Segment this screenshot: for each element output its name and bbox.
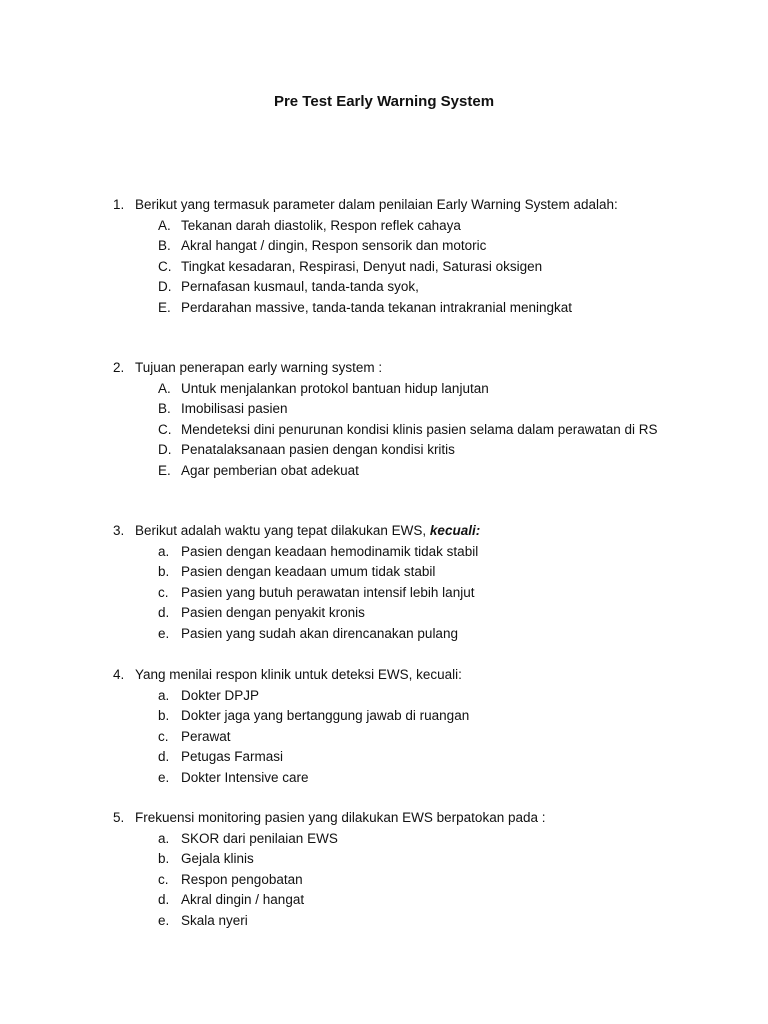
option-item: [113, 236, 618, 257]
option-item: [113, 890, 546, 911]
option-item: [113, 277, 618, 298]
question-stem: [113, 521, 480, 542]
option-item: [113, 542, 480, 563]
option-text: Untuk menjalankan protokol bantuan hidup lanjutan: [181, 380, 489, 396]
option-item: [113, 461, 658, 482]
option-text: Skala nyeri: [181, 912, 248, 928]
option-label: d.: [158, 749, 170, 765]
option-text: Pasien dengan keadaan hemodinamik tidak stabil: [181, 543, 479, 559]
option-item: [113, 747, 469, 768]
option-label: d.: [158, 892, 170, 908]
question-text: Tujuan penerapan early warning system :: [135, 360, 383, 375]
option-list: [113, 686, 469, 789]
option-text: Pasien dengan penyakit kronis: [181, 605, 365, 621]
question-4: [113, 665, 469, 789]
question-1: [113, 195, 618, 319]
option-label: a.: [158, 830, 170, 846]
option-item: [113, 870, 546, 891]
option-item: [113, 849, 546, 870]
page-title: Pre Test Early Warning System: [273, 93, 495, 110]
question-number: 5.: [113, 810, 125, 825]
question-text-main: Berikut adalah waktu yang tepat dilakukan EWS,: [135, 523, 430, 538]
option-label: e.: [158, 912, 170, 928]
option-text: Pasien dengan keadaan umum tidak stabil: [181, 564, 436, 580]
question-emphasis: kecuali:: [429, 523, 481, 538]
option-label: b.: [158, 851, 170, 867]
option-item: [113, 706, 469, 727]
option-text: Respon pengobatan: [181, 871, 303, 887]
option-item: [113, 379, 658, 400]
option-label: b.: [158, 564, 170, 580]
question-number: 2.: [113, 360, 125, 375]
option-text: Agar pemberian obat adekuat: [181, 462, 359, 478]
question-number: 3.: [113, 523, 125, 538]
question-stem: [113, 195, 618, 216]
option-text: Dokter DPJP: [181, 687, 260, 703]
option-item: [113, 562, 480, 583]
option-item: [113, 829, 546, 850]
option-label: a.: [158, 543, 170, 559]
option-item: [113, 257, 618, 278]
option-text: Petugas Farmasi: [181, 749, 284, 765]
option-label: D.: [158, 442, 172, 458]
option-label: B.: [158, 401, 171, 417]
option-label: c.: [158, 584, 169, 600]
question-text: Berikut yang termasuk parameter dalam penilaian Early Warning System adalah:: [135, 197, 618, 212]
option-label: c.: [158, 871, 169, 887]
option-text: Tingkat kesadaran, Respirasi, Denyut nadi, Saturasi oksigen: [181, 258, 543, 274]
option-label: b.: [158, 708, 170, 724]
option-text: SKOR dari penilaian EWS: [181, 830, 338, 846]
option-item: [113, 768, 469, 789]
question-stem: [113, 808, 546, 829]
option-text: Pernafasan kusmaul, tanda-tanda syok,: [181, 279, 419, 295]
option-text: Perawat: [181, 728, 231, 744]
option-text: Akral hangat / dingin, Respon sensorik dan motoric: [181, 238, 487, 254]
option-item: [113, 583, 480, 604]
option-label: E.: [158, 462, 171, 478]
option-list: [113, 216, 618, 319]
option-label: a.: [158, 687, 170, 703]
question-number: 4.: [113, 667, 125, 682]
question-number: 1.: [113, 197, 125, 212]
option-text: Dokter Intensive care: [181, 769, 309, 785]
option-list: [113, 379, 658, 482]
option-label: C.: [158, 421, 172, 437]
question-5: [113, 808, 546, 932]
option-item: [113, 686, 469, 707]
option-text: Tekanan darah diastolik, Respon reflek cahaya: [181, 217, 461, 233]
question-text: [135, 521, 480, 542]
option-item: [113, 727, 469, 748]
option-text: Pasien yang sudah akan direncanakan pulang: [181, 625, 458, 641]
option-text: Imobilisasi pasien: [181, 401, 288, 417]
question-stem: [113, 358, 658, 379]
question-2: [113, 358, 658, 482]
option-label: e.: [158, 625, 170, 641]
option-item: [113, 624, 480, 645]
option-label: E.: [158, 299, 171, 315]
option-label: d.: [158, 605, 170, 621]
option-item: [113, 298, 618, 319]
option-list: [113, 829, 546, 932]
option-item: [113, 216, 618, 237]
question-stem: [113, 665, 469, 686]
option-label: e.: [158, 769, 170, 785]
option-text: Gejala klinis: [181, 851, 254, 867]
option-label: C.: [158, 258, 172, 274]
option-label: B.: [158, 238, 171, 254]
option-text: Dokter jaga yang bertanggung jawab di ruangan: [181, 708, 470, 724]
option-label: A.: [158, 217, 171, 233]
option-text: Mendeteksi dini penurunan kondisi klinis pasien selama dalam perawatan di RS: [181, 421, 658, 437]
option-list: [113, 542, 480, 645]
option-label: c.: [158, 728, 169, 744]
option-text: Perdarahan massive, tanda-tanda tekanan intrakranial meningkat: [181, 299, 572, 315]
option-item: [113, 399, 658, 420]
option-label: A.: [158, 380, 171, 396]
question-text: Frekuensi monitoring pasien yang dilakukan EWS berpatokan pada :: [135, 810, 546, 825]
option-text: Pasien yang butuh perawatan intensif lebih lanjut: [181, 584, 475, 600]
option-label: D.: [158, 279, 172, 295]
option-item: [113, 420, 658, 441]
option-text: Penatalaksanaan pasien dengan kondisi kritis: [181, 442, 455, 458]
option-item: [113, 911, 546, 932]
option-item: [113, 603, 480, 624]
question-text: Yang menilai respon klinik untuk deteksi EWS, kecuali:: [135, 667, 462, 682]
question-3: [113, 521, 480, 645]
option-text: Akral dingin / hangat: [181, 892, 305, 908]
option-item: [113, 440, 658, 461]
